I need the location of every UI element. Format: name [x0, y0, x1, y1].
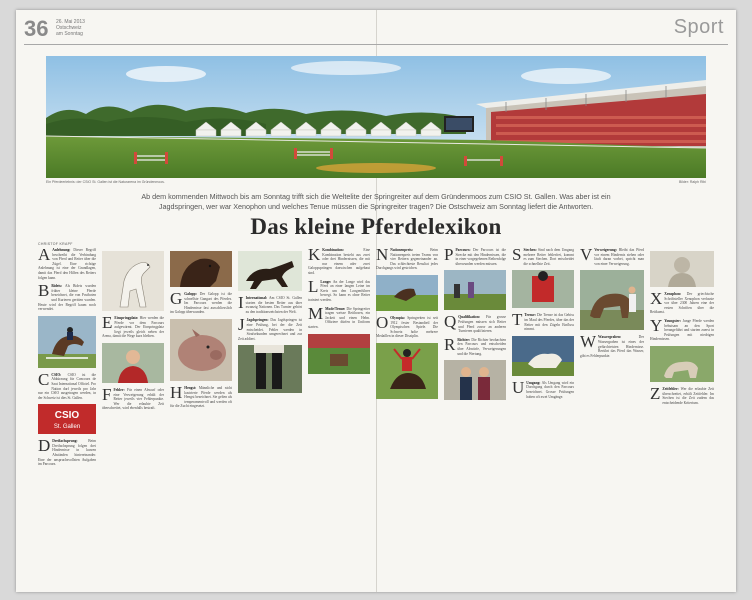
- entry-initial: N: [376, 248, 389, 264]
- xenophon-bust-illustration: [650, 251, 714, 287]
- article-headline: Das kleine Pferdelexikon: [250, 214, 502, 239]
- entry-keyword: Qualifikation:: [458, 315, 481, 320]
- entry-keyword: Jagdspringen:: [246, 318, 269, 323]
- galloping-horse-illustration: [238, 251, 302, 291]
- column-2: [102, 248, 164, 588]
- entry-initial: T: [512, 313, 523, 330]
- official-portrait-photo: [102, 343, 164, 383]
- entry-keyword: Bidets:: [51, 284, 63, 289]
- entry-text: Als Umgang wird ein Durchgang durch den Parcours bezeichnet. Grosse Prüfungen haben oft zwei Umgänge.: [526, 380, 574, 399]
- csio-logo: [38, 404, 96, 434]
- entry-keyword: Umgang:: [526, 380, 541, 385]
- lexicon-entry: [444, 315, 506, 333]
- horse-rearing-illustration: [102, 251, 164, 311]
- lexicon-entry: [38, 439, 96, 467]
- entry-text: Beim Nationenpreis treten Teams von vier Reitern gegeneinander an. Das schlechteste Resultat jedes Durchgangs wird gestrichen.: [376, 248, 438, 271]
- article-columns: [38, 248, 714, 588]
- entry-initial: X: [650, 292, 663, 308]
- column-10: [650, 248, 714, 588]
- entry-text: Die Trense ist das Gebiss im Maul des Pferdes, über das der Reiter mit den Zügeln Einfluss nimmt.: [524, 313, 574, 332]
- page-number: 36: [24, 16, 49, 41]
- entry-initial: G: [170, 292, 183, 308]
- entry-initial: D: [38, 439, 51, 456]
- entry-initial: I: [238, 296, 244, 312]
- horse-and-handler-photo: [580, 270, 644, 330]
- horse-show-illustration: [512, 336, 574, 376]
- entry-keyword: Wassergraben:: [598, 335, 622, 340]
- entry-initial: O: [376, 315, 389, 332]
- column-5: [308, 248, 370, 588]
- entry-initial: W: [580, 335, 597, 352]
- entry-keyword: Fehler:: [113, 387, 125, 392]
- lexicon-entry: [512, 248, 574, 266]
- lexicon-entry: [376, 316, 438, 339]
- entry-keyword: Zeitfehler:: [662, 386, 679, 391]
- entry-text: Hier werden die Pferde vor dem Parcours aufgewärmt. Der Einspringplatz liegt jeweils gleich neben der Arena, damit die Wege kurz bleiben.: [102, 316, 164, 339]
- entry-keyword: Galopp:: [184, 292, 197, 296]
- entry-initial: H: [170, 385, 183, 402]
- arena-panorama-illustration: [46, 56, 706, 178]
- rider-boots-photo: [238, 345, 302, 393]
- pig-illustration: [170, 319, 232, 381]
- entry-text: Der griechische Schriftsteller Xenophon verfasste vor über 2300 Jahren eine der ersten Schriften über die Reitkunst.: [650, 292, 714, 315]
- pig-photo: [170, 319, 232, 381]
- entry-text: Springreiten ist seit 1912 fester Bestandteil der Olympischen Spiele. Die Schweiz holte mehrere Medaillen in dieser Disziplin.: [376, 315, 438, 339]
- entry-keyword: Trense:: [524, 313, 536, 318]
- official-portrait-illustration: [102, 343, 164, 383]
- column-9: [580, 248, 644, 588]
- entry-keyword: Anlehnung:: [52, 248, 71, 252]
- csio-logo-graphic: [38, 404, 96, 434]
- entry-text: Das Jagdspringen ist eine Prüfung, bei der die Zeit entscheidet. Fehler werden in Strafsekunden umgerechnet und zur Zeit addiert.: [238, 318, 302, 341]
- column-1: [38, 248, 96, 588]
- entry-initial: A: [38, 248, 51, 264]
- lexicon-entry: [238, 296, 302, 314]
- rider-jump-photo: [38, 316, 96, 368]
- horse-head-photo: [170, 251, 232, 287]
- rider-celebration-photo: [376, 343, 438, 399]
- entry-keyword: International:: [245, 296, 268, 300]
- photo-credit: Bilder: Ralph Ribi: [678, 180, 706, 184]
- parcours-photo: [376, 275, 438, 311]
- entry-keyword: Verweigerung:: [594, 248, 617, 252]
- entry-text: Der Wassergraben ist eines der gefürchtetsten Hindernisse. Berührt das Pferd das Wasser, gibt es Fehlerpunkte.: [580, 335, 644, 358]
- photo-caption: Ein Pferdeerlebnis: der CSIO St. Gallen ist die Naturarena im Gründenmoos.: [46, 180, 165, 184]
- lexicon-entry: [376, 248, 438, 271]
- entry-keyword: Einspringplatz:: [114, 316, 139, 320]
- lexicon-entry: [170, 386, 232, 409]
- paper-name-line2: am Sonntag: [56, 31, 83, 37]
- entry-text: CSIO ist die Abkürzung für Concours de Saut International Officiel. Pro Nation darf jeweils pro Jahr nur ein CSIO ausgetragen werden, in der Schweiz ist dies St. Gallen.: [38, 372, 96, 400]
- entry-initial: K: [308, 248, 321, 264]
- lexicon-entry: [102, 388, 164, 411]
- header-meta: [56, 19, 85, 37]
- column-6: [376, 248, 438, 588]
- xenophon-bust-photo: [650, 251, 714, 287]
- entry-text: Als Bidets wurden früher kleine Pferde bezeichnet, die von Postboten und Kurieren geritten wurden. Heute wird der Begriff kaum noch verwendet.: [38, 284, 96, 312]
- entry-text: Eine Kombination besteht aus zwei oder drei Hindernissen, die mit nur einem oder zwei Galoppsprüngen dazwischen aufgebaut sind.: [308, 248, 370, 275]
- entry-keyword: Olympia:: [390, 315, 405, 320]
- foal-illustration: [650, 346, 714, 382]
- entry-initial: L: [308, 279, 319, 296]
- arena-crowd-photo: [308, 334, 370, 374]
- entry-text: Männliche und nicht kastrierte Pferde werden als Hengst bezeichnet. Sie gelten als temperamentvoll und werden oft für die Zucht eingesetzt.: [170, 385, 232, 409]
- lexicon-entry: [38, 248, 96, 280]
- entry-text: Der Parcours ist die Strecke mit den Hindernissen, die in einer vorgegebenen Reihenfolge überwunden werden müssen.: [455, 248, 506, 266]
- entry-text: Für grosse Prüfungen müssen sich Reiter und Pferd zuvor an anderen Turnieren qualifizieren.: [458, 315, 506, 334]
- entry-initial: F: [102, 387, 112, 404]
- horse-show-photo: [512, 336, 574, 376]
- entry-initial: Y: [650, 318, 663, 335]
- lexicon-entry: [38, 373, 96, 401]
- entry-initial: M: [308, 306, 324, 323]
- arena-panorama-photo: [46, 56, 706, 178]
- entry-keyword: Richter:: [457, 337, 471, 342]
- entry-text: Für einen Abwurf oder eine Verweigerung erhält der Reiter jeweils vier Fehlerpunkte. Wer die erlaubte Zeit überschreitet, wird ebenfalls bestraft.: [102, 387, 164, 411]
- spectators-illustration: [444, 270, 506, 310]
- entry-keyword: Hengst:: [184, 385, 197, 390]
- entry-initial: Q: [444, 315, 457, 332]
- lexicon-entry: [580, 248, 644, 266]
- lexicon-entry: [650, 387, 714, 405]
- entry-text: Der Galopp ist die schnellste Gangart des Pferdes. Im Parcours werden die Hindernisse fast ausschliesslich im Galopp überwunden.: [170, 292, 232, 315]
- entry-initial: U: [512, 380, 525, 397]
- parcours-illustration: [376, 275, 438, 311]
- article-lead: Ab dem kommenden Mittwoch bis am Sonntag trifft sich die Weltelite der Springreiter auf dem Gründenmoos zum CSIO St. Gallen. Was aber ist ein Jagdspringen, wer war Xenophon und welches Tenue müssen die Springreiter tragen? Die Ostschweiz am Sonntag liefert die Antworten.: [141, 192, 611, 211]
- article-author: CHRISTOF KRAPF: [38, 242, 73, 246]
- entry-text: Beim Dreifachsprung folgen drei Hindernisse in kurzen Abständen hintereinander. Eine der anspruchsvollsten Aufgaben im Parcours.: [38, 439, 96, 467]
- entry-initial: S: [512, 248, 522, 264]
- lexicon-entry: [580, 335, 644, 358]
- rider-jump-illustration: [38, 316, 96, 368]
- foal-photo: [650, 346, 714, 382]
- lexicon-entry: [512, 381, 574, 399]
- lexicon-entry: [38, 284, 96, 312]
- entry-initial: C: [38, 372, 50, 389]
- csio-logo-subtext: St. Gallen: [53, 424, 81, 431]
- column-3: [170, 248, 232, 588]
- arena-crowd-illustration: [308, 334, 370, 374]
- galloping-horse-photo: [238, 251, 302, 291]
- couple-portrait-illustration: [444, 360, 506, 400]
- lexicon-entry: [512, 313, 574, 331]
- entry-keyword: Kombination:: [322, 248, 344, 252]
- lexicon-entry: [238, 318, 302, 341]
- lexicon-entry: [102, 316, 164, 339]
- header-rule: [24, 44, 728, 45]
- lexicon-entry: [650, 319, 714, 342]
- entry-keyword: Dreifachsprung:: [52, 439, 78, 444]
- column-7: [444, 248, 506, 588]
- column-8: [512, 248, 574, 588]
- entry-keyword: Mode/Tenue:: [325, 306, 346, 311]
- issue-date: 26. Mai 2013: [56, 19, 85, 25]
- lexicon-entry: [308, 280, 370, 303]
- lexicon-entry: [308, 307, 370, 330]
- entry-keyword: Longe:: [320, 279, 332, 284]
- lexicon-entry: [444, 338, 506, 356]
- entry-initial: V: [580, 248, 593, 264]
- lexicon-entry: [170, 292, 232, 315]
- entry-initial: P: [444, 248, 454, 264]
- horse-and-handler-illustration: [580, 270, 644, 330]
- rider-in-red-photo: [512, 270, 574, 308]
- entry-text: Die Richter beobachten den Parcours und entscheiden über Abwürfe, Verweigerungen und die Wertung.: [457, 337, 506, 356]
- entry-text: Junge Pferde werden behutsam an den Sport herangeführt und starten zuerst in Prüfungen mit niedrigen Hindernissen.: [650, 318, 714, 342]
- rider-celebration-illustration: [376, 343, 438, 399]
- entry-initial: Z: [650, 386, 661, 403]
- newspaper-spread: [16, 10, 736, 592]
- couple-portrait-photo: [444, 360, 506, 400]
- entry-text: Am CSIO St. Gallen starten die besten Reiter aus über zwanzig Nationen. Das Turnier gehört zu den traditionsreichsten der Welt.: [245, 296, 302, 314]
- lexicon-entry: [308, 248, 370, 276]
- entry-keyword: Stechen:: [523, 248, 537, 252]
- section-label: Sport: [673, 16, 724, 38]
- entry-initial: R: [444, 337, 456, 354]
- rider-boots-illustration: [238, 345, 302, 393]
- entry-initial: J: [238, 318, 245, 335]
- entry-text: Dieser Begriff beschreibt die Verbindung von Pferd und Reiter über die Zügel. Eine richtige Anlehnung ist eine der Grundlagen, damit das Pferd den Hilfen des Reiters folgen kann.: [38, 248, 96, 280]
- entry-keyword: CSIO:: [51, 372, 62, 377]
- entry-keyword: Xenophon:: [664, 292, 682, 296]
- horse-head-illustration: [170, 251, 232, 287]
- entry-text: An der Longe wird das Pferd an einer langen Leine im Kreis um den Longenführer bewegt. So kann es ohne Reiter trainiert werden.: [308, 279, 370, 302]
- lexicon-entry: [444, 248, 506, 266]
- horse-rearing-photo: [102, 251, 164, 311]
- paper-name-line1: Ostschweiz: [56, 25, 82, 31]
- entry-text: Wer die erlaubte Zeit überschreitet, erhält Zeitfehler. Im Stechen ist die Zeit zudem das entscheidende Kriterium.: [662, 386, 714, 405]
- spectators-photo: [444, 270, 506, 310]
- csio-logo-text: CSIO: [54, 410, 80, 422]
- lexicon-entry: [650, 292, 714, 315]
- entry-initial: E: [102, 316, 113, 332]
- entry-keyword: Parcours:: [455, 248, 471, 252]
- entry-initial: B: [38, 284, 50, 301]
- entry-text: Bleibt das Pferd vor einem Hindernis stehen oder läuft daran vorbei, spricht man von einer Verweigerung.: [594, 248, 644, 266]
- entry-text: Sind nach dem Umgang mehrere Reiter fehlerfrei, kommt es zum Stechen. Dort entscheidet die schnellste Zeit.: [523, 248, 574, 266]
- entry-text: Die Springreiter tragen weisse Reithosen, ein Jackett und einen Helm. Offiziere dürfen in Uniform starten.: [308, 306, 370, 329]
- entry-keyword: Nationenpreis:: [390, 248, 413, 252]
- column-4: [238, 248, 302, 588]
- entry-keyword: Youngster:: [664, 318, 682, 323]
- rider-in-red-illustration: [512, 270, 574, 308]
